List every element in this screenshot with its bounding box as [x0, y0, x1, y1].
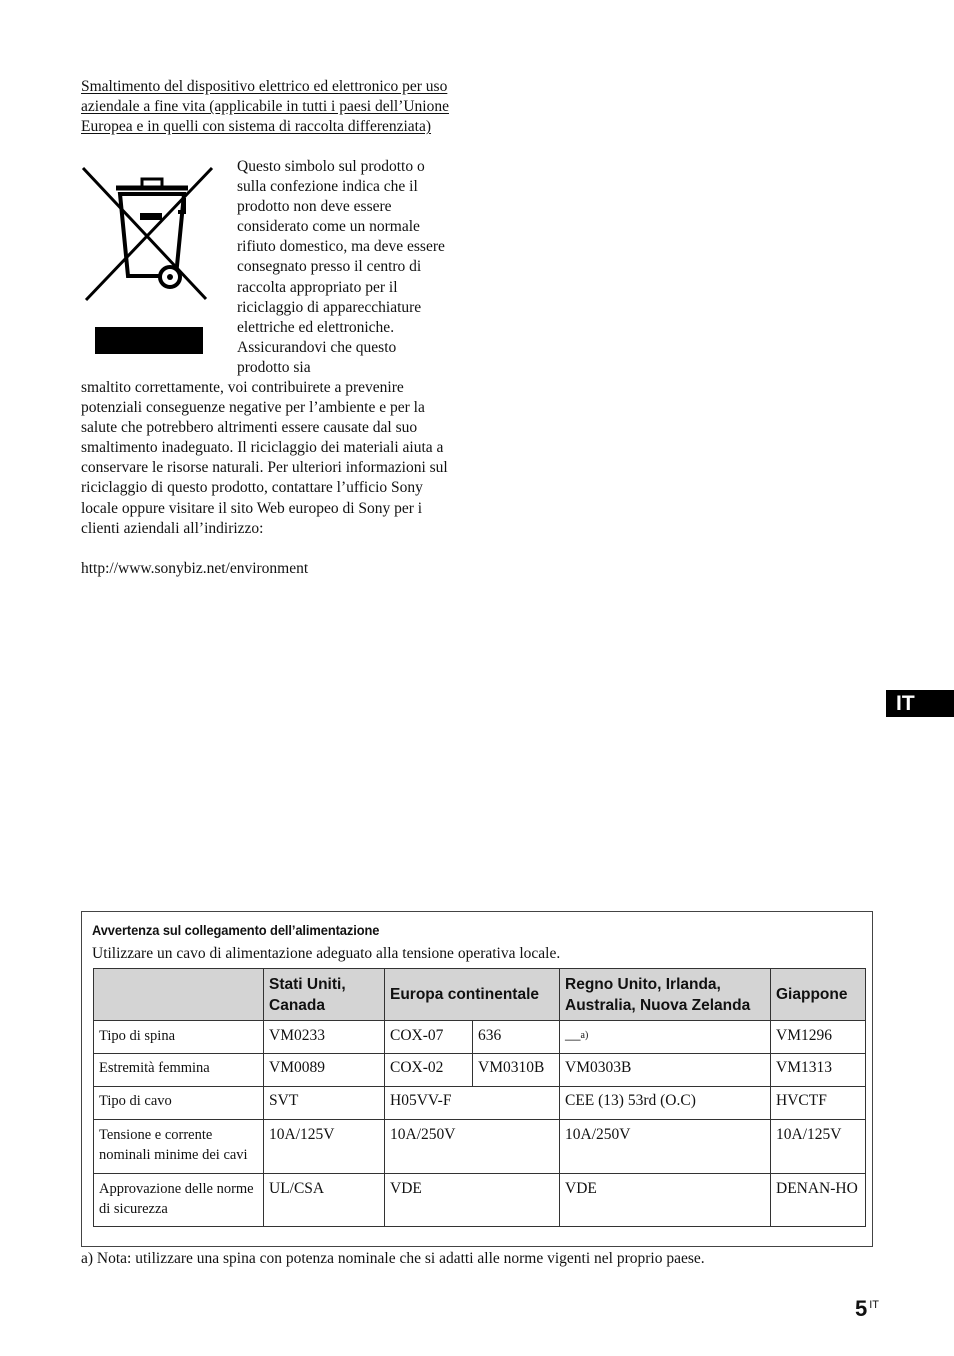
power-cord-table: [93, 968, 866, 1227]
table-row: [94, 1087, 866, 1120]
row-label: Approvazione delle norme di sicurezza: [94, 1174, 264, 1227]
cell-jp: VM1296: [771, 1021, 866, 1054]
cell-uk: VM0303B: [560, 1054, 771, 1087]
disposal-body-text: smaltito correttamente, voi contribuirete a prevenire potenziali conseguenze negative per l’ambiente e per la salute che potrebbero altrimenti essere causate dal suo smaltimento inadeguato. Il riciclaggio dei materiali aiuta a conservare le risorse naturali. Per ulteriori informazioni sul riciclaggio di questo prodotto, contattare l’ufficio Sony locale oppure visitare il sito Web europeo di Sony per i clienti aziendali all’indirizzo:: [81, 379, 448, 537]
row-label: Tipo di spina: [94, 1021, 264, 1054]
cell-eu: 10A/250V: [385, 1120, 560, 1174]
cell-jp: DENAN-HO: [771, 1174, 866, 1227]
cell-eu-a: COX-07: [385, 1021, 473, 1054]
cell-uk: VDE: [560, 1174, 771, 1227]
cell-usa: 10A/125V: [264, 1120, 385, 1174]
cell-usa: SVT: [264, 1087, 385, 1120]
table-header-row: [94, 969, 866, 1021]
header-uk-ireland-aus-nz: Regno Unito, Irlanda, Australia, Nuova Zelanda: [560, 969, 771, 1021]
cell-eu-b: VM0310B: [473, 1054, 560, 1087]
cell-eu: VDE: [385, 1174, 560, 1227]
header-usa-canada: Stati Uniti, Canada: [264, 969, 385, 1021]
header-empty: [94, 969, 264, 1021]
page-number: [855, 1296, 879, 1322]
cell-eu-a: COX-02: [385, 1054, 473, 1087]
crossed-out-wheelie-bin-icon: [80, 164, 216, 358]
row-label: Tensione e corrente nominali minime dei cavi: [94, 1120, 264, 1174]
cell-usa: UL/CSA: [264, 1174, 385, 1227]
table-row: [94, 1120, 866, 1174]
cell-jp: HVCTF: [771, 1087, 866, 1120]
header-japan: Giappone: [771, 969, 866, 1021]
cell-jp: VM1313: [771, 1054, 866, 1087]
page-number-value: 5: [855, 1296, 868, 1321]
cell-eu-b: 636: [473, 1021, 560, 1054]
cell-usa: VM0233: [264, 1021, 385, 1054]
cell-jp: 10A/125V: [771, 1120, 866, 1174]
cell-eu: H05VV-F: [385, 1087, 560, 1120]
cell-usa: VM0089: [264, 1054, 385, 1087]
language-tab: IT: [886, 690, 954, 717]
footnote: a) Nota: utilizzare una spina con potenza nominale che si adatti alle norme vigenti nel proprio paese.: [81, 1250, 705, 1267]
row-label: Estremità femmina: [94, 1054, 264, 1087]
page-language-code: IT: [869, 1299, 880, 1311]
warning-intro: Utilizzare un cavo di alimentazione adeguato alla tensione operativa locale.: [92, 945, 561, 962]
footnote-marker: a): [580, 1030, 589, 1041]
cell-uk: CEE (13) 53rd (O.C): [560, 1087, 771, 1120]
power-warning-box: [81, 911, 873, 1247]
header-europe: Europa continentale: [385, 969, 560, 1021]
disposal-url: http://www.sonybiz.net/environment: [81, 560, 309, 577]
cell-uk: 10A/250V: [560, 1120, 771, 1174]
warning-title: Avvertenza sul collegamento dell’alimentazione: [92, 922, 380, 938]
cell-uk: [560, 1021, 771, 1054]
table-row: [94, 1021, 866, 1054]
table-row: [94, 1054, 866, 1087]
cell-uk-dash: —: [565, 1031, 581, 1048]
disposal-heading: Smaltimento del dispositivo elettrico ed elettronico per uso aziendale a fine vita (applicabile in tutti i paesi dell’Unione Europea e in quelli con sistema di raccolta differenziata): [81, 78, 449, 135]
table-row: [94, 1174, 866, 1227]
disposal-side-text: Questo simbolo sul prodotto o sulla confezione indica che il prodotto non deve essere considerato come un normale rifiuto domestico, ma deve essere consegnato presso il centro di raccolta appropriato per il riciclaggio di apparecchiature elettriche ed elettroniche. Assicurandovi che questo prodotto sia: [237, 158, 445, 376]
row-label: Tipo di cavo: [94, 1087, 264, 1120]
